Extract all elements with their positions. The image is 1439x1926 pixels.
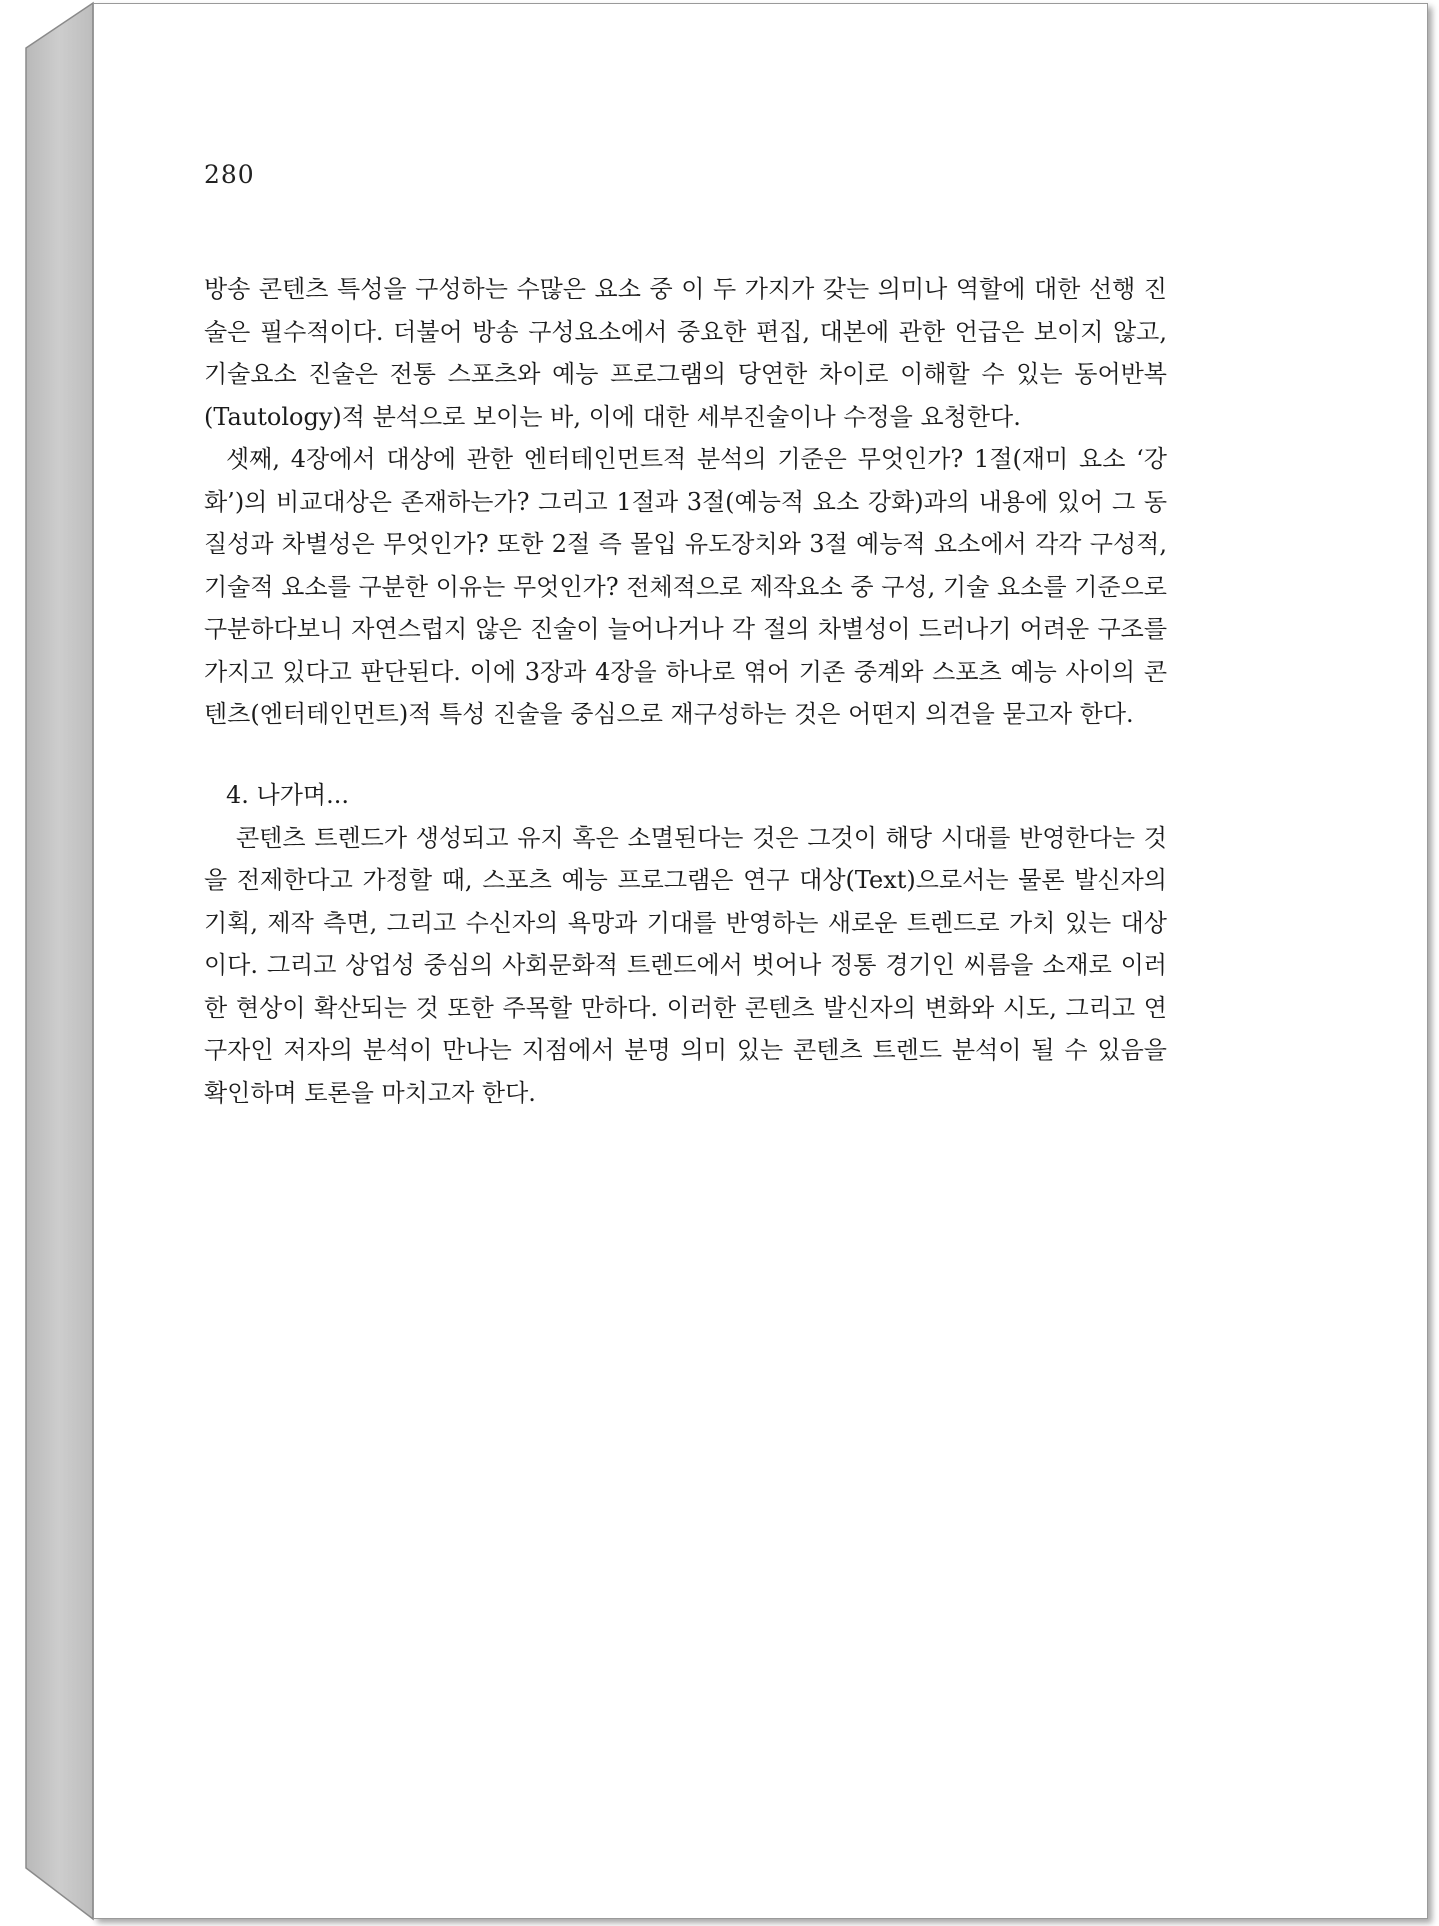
paragraph-3: 콘텐츠 트렌드가 생성되고 유지 혹은 소멸된다는 것은 그것이 해당 시대를 반영한다는 것을 전제한다고 가정할 때, 스포츠 예능 프로그램은 연구 대상(Text)으로서는 물론 발신자의 기획, 제작 측면, 그리고 수신자의 욕망과 기대를 반영하는 새로운 트렌드로 가치 있는 대상이다. 그리고 상업성 중심의 사회문화적 트렌드에서 벗어나 정통 경기인 씨름을 소재로 이러한 현상이 확산되는 것 또한 주목할 만하다. 이러한 콘텐츠 발신자의 변화와 시도, 그리고 연구자인 저자의 분석이 만나는 지점에서 분명 의미 있는 콘텐츠 트렌드 분석이 될 수 있음을 확인하며 토론을 마치고자 한다.	[204, 823, 1167, 1107]
paragraph-1: 방송 콘텐츠 특성을 구성하는 수많은 요소 중 이 두 가지가 갖는 의미나 역할에 대한 선행 진술은 필수적이다. 더불어 방송 구성요소에서 중요한 편집, 대본에 관한 언급은 보이지 않고, 기술요소 진술은 전통 스포츠와 예능 프로그램의 당연한 차이로 이해할 수 있는 동어반복(Tautology)적 분석으로 보이는 바, 이에 대한 세부진술이나 수정을 요청한다.	[204, 275, 1167, 431]
section-heading: 4. 나가며...	[226, 781, 349, 809]
section-b-text	[204, 774, 1167, 1114]
page-number: 280	[204, 160, 255, 189]
section-a-text	[204, 268, 1167, 736]
paragraph-2: 셋째, 4장에서 대상에 관한 엔터테인먼트적 분석의 기준은 무엇인가? 1절(재미 요소 ‘강화’)의 비교대상은 존재하는가? 그리고 1절과 3절(예능적 요소 강화)과의 내용에 있어 그 동질성과 차별성은 무엇인가? 또한 2절 즉 몰입 유도장치와 3절 예능적 요소에서 각각 구성적, 기술적 요소를 구분한 이유는 무엇인가? 전체적으로 제작요소 중 구성, 기술 요소를 기준으로 구분하다보니 자연스럽지 않은 진술이 늘어나거나 각 절의 차별성이 드러나기 어려운 구조를 가지고 있다고 판단된다. 이에 3장과 4장을 하나로 엮어 기존 중계와 스포츠 예능 사이의 콘텐츠(엔터테인먼트)적 특성 진술을 중심으로 재구성하는 것은 어떤지 의견을 묻고자 한다.	[204, 445, 1167, 728]
